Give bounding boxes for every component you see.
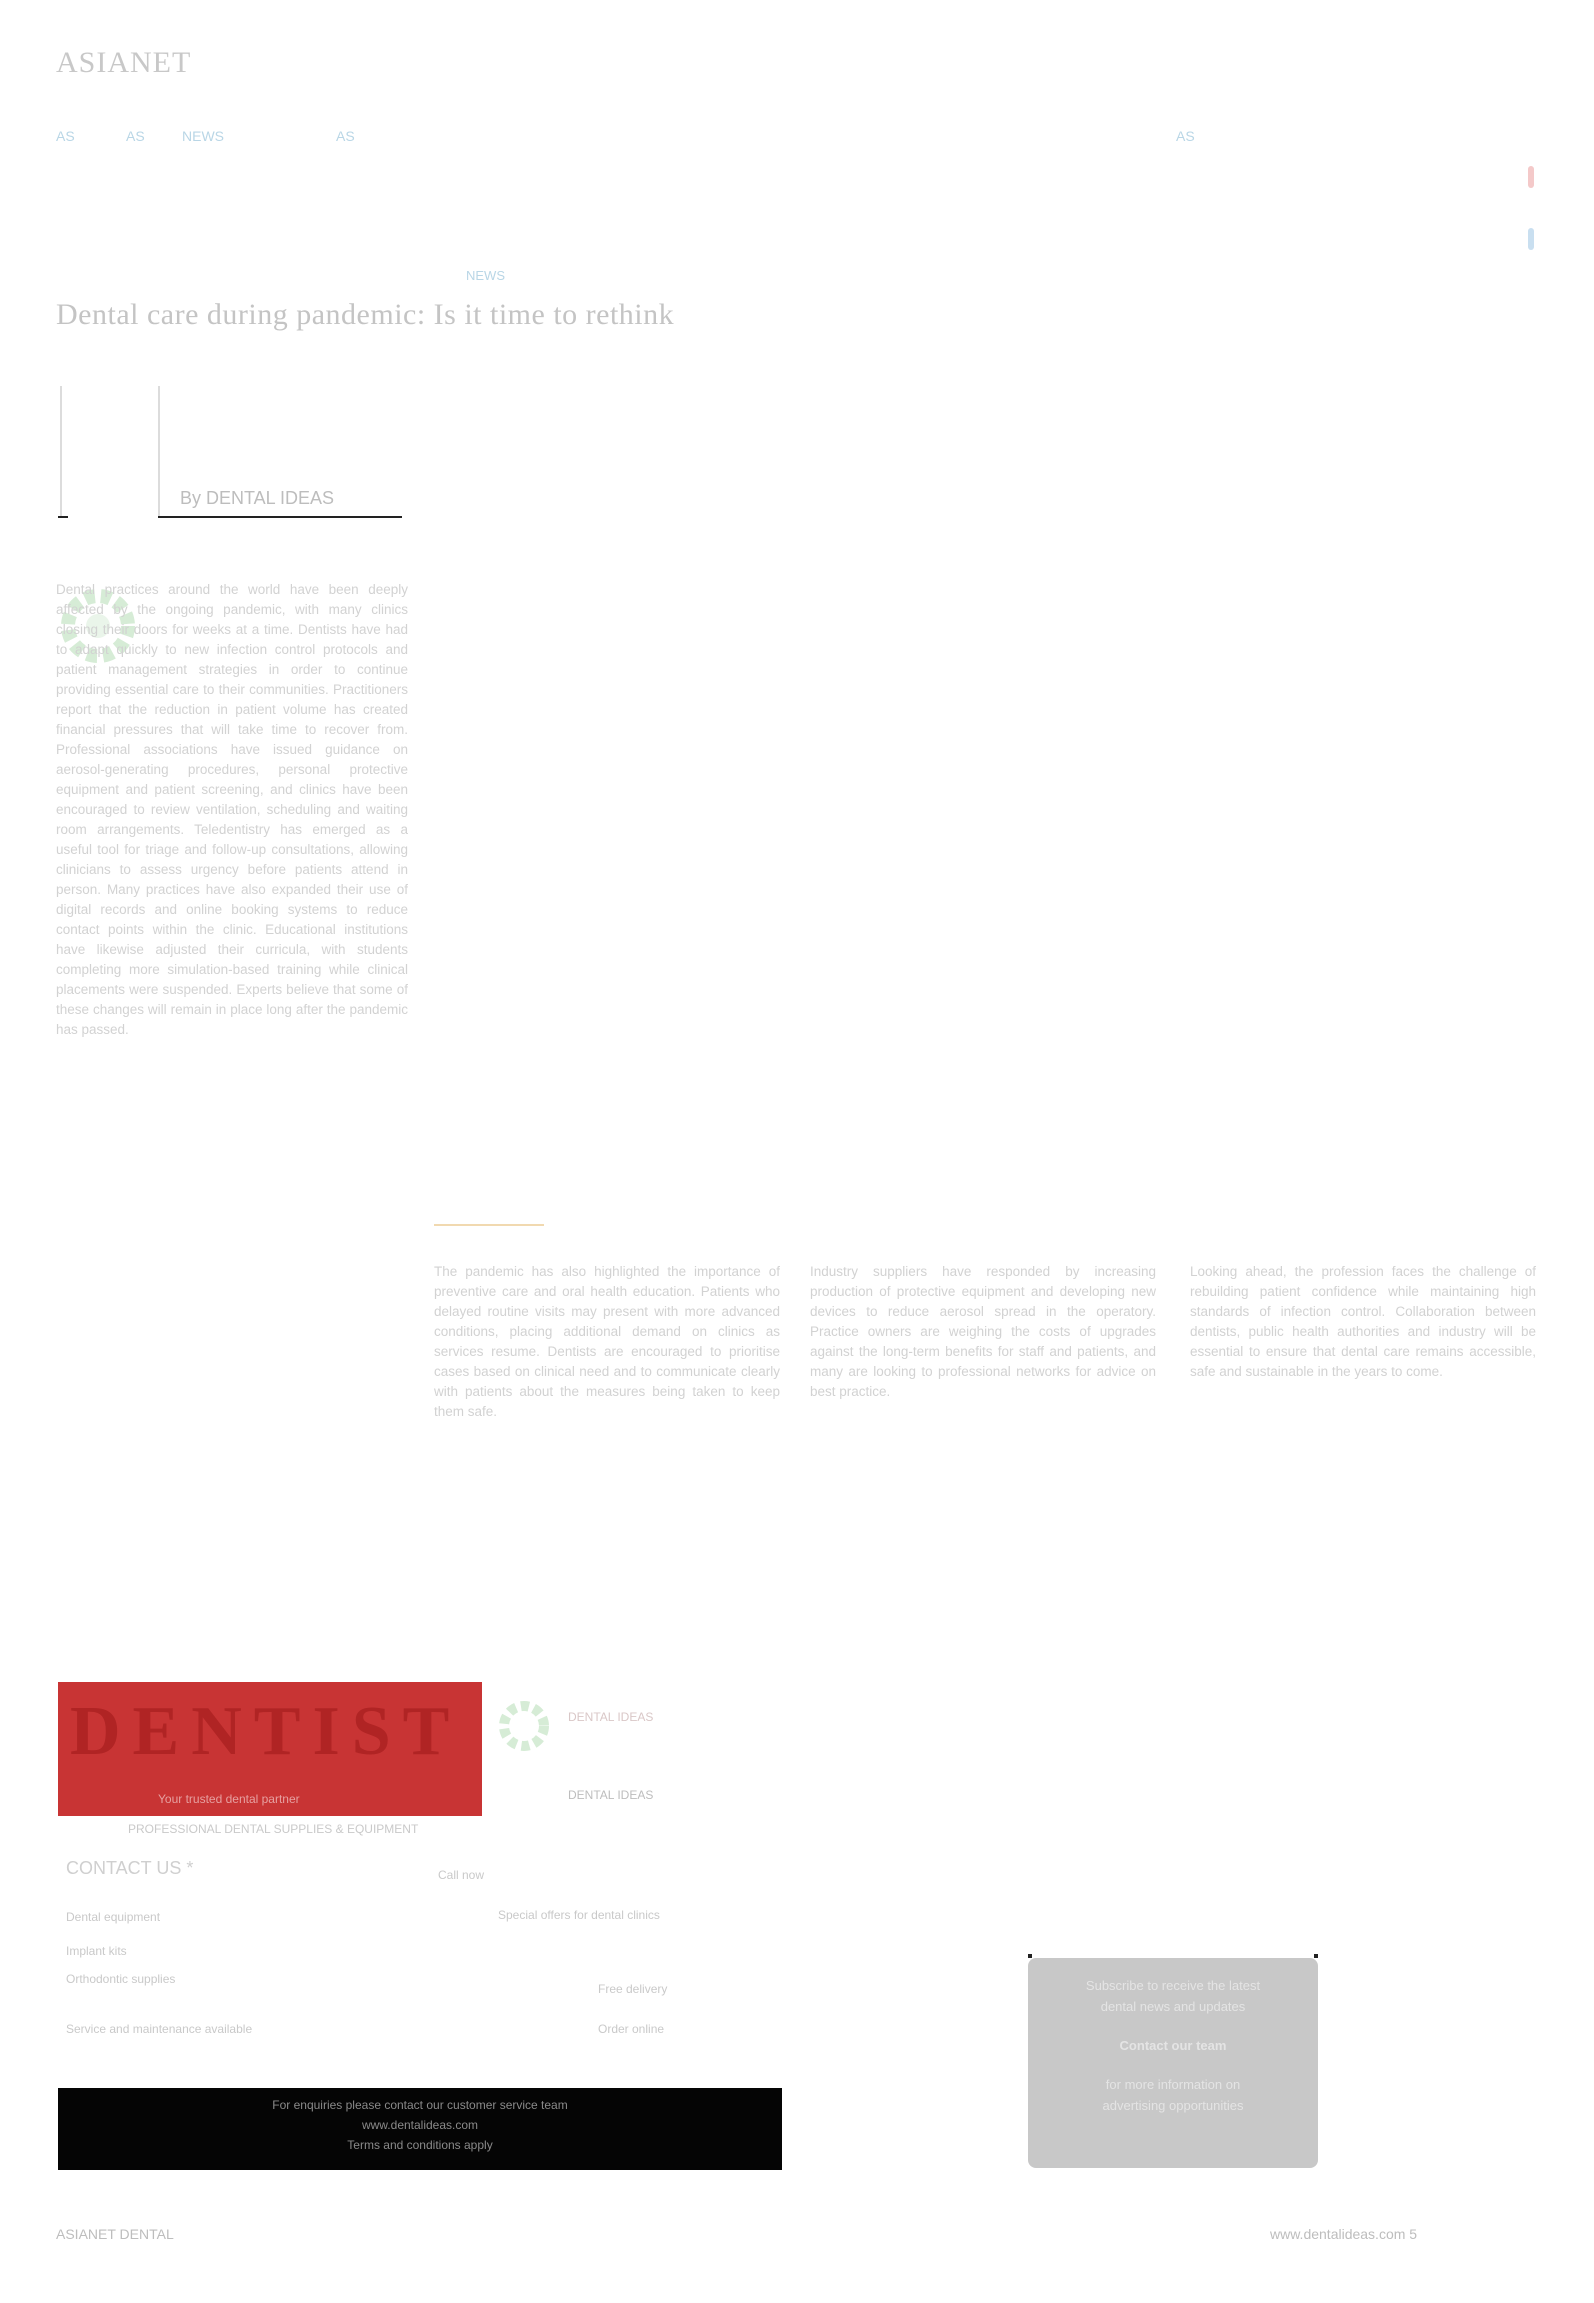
byline-rule: [158, 516, 402, 518]
notice-corner-right: [1314, 1954, 1318, 1958]
article-column-2: The pandemic has also highlighted the importance of preventive care and oral health education. Patients who delayed routine visits may present with more advanced conditions, placing additional demand on clinics as services resume. Dentists are encouraged to prioritise cases based on clinical need and to communicate clearly with patients about the measures being taken to keep them safe.: [434, 1264, 780, 1419]
edge-mark-blue: [1528, 228, 1534, 250]
masthead-title: ASIANET: [56, 46, 192, 79]
advertisement[interactable]: [58, 1682, 782, 2170]
ad-left-line-5: Service and maintenance available: [66, 2022, 253, 2036]
nav-link-4[interactable]: AS: [336, 128, 355, 144]
ad-brand-line: DENTAL IDEAS: [568, 1710, 654, 1724]
ad-footer-bar: [58, 2088, 782, 2170]
notice-line-3: Contact our team: [1119, 2038, 1227, 2053]
ad-right-line-3: Free delivery: [598, 1982, 668, 1996]
ad-footer-line-3: Terms and conditions apply: [347, 2138, 493, 2152]
notice-line-4: for more information on: [1105, 2077, 1241, 2092]
nav-link-2[interactable]: AS: [126, 128, 145, 144]
ad-left-line-4: Orthodontic supplies: [66, 1972, 176, 1986]
notice-line-1: Subscribe to receive the latest: [1085, 1978, 1261, 1993]
notice-line-5: advertising opportunities: [1102, 2098, 1244, 2113]
article-byline: By DENTAL IDEAS: [180, 488, 335, 508]
footer-left: ASIANET DENTAL: [56, 2226, 174, 2242]
article-column-4: Looking ahead, the profession faces the challenge of rebuilding patient confidence while maintaining high standards of infection control. Collaboration between dentists, public health authorities and industry will be essential to ensure that dental care remains accessible, safe and sustainable in the years to come.: [1190, 1264, 1536, 1379]
article-column-1: Dental practices around the world have been deeply affected by the ongoing pandemic, with many clinics closing their doors for weeks at a time. Dentists have had to adapt quickly to new infection control protocols and patient management strategies in order to continue providing essential care to their communities. Practitioners report that the reduction in patient volume has created financial pressures that will take time to recover from. Professional associations have issued guidance on aerosol-generating procedures, personal protective equipment and patient screening, and clinics have been encouraged to review ventilation, scheduling and waiting room arrangements. Teledentistry has emerged as a useful tool for triage and follow-up consultations, allowing clinicians to assess urgency before patients attend in person. Many practices have also expanded their use of digital records and online booking systems to reduce contact points within the clinic. Educational institutions have likewise adjusted their curricula, with students completing more simulation-based training while clinical placements were suspended. Experts believe that some of these changes will remain in place long after the pandemic has passed.: [56, 582, 408, 1037]
article-kicker: NEWS: [466, 268, 505, 283]
ad-right-line-1: Call now: [438, 1868, 485, 1882]
image-frame-left: [60, 386, 62, 516]
nav-link-1[interactable]: AS: [56, 128, 75, 144]
nav-link-5[interactable]: AS: [1176, 128, 1195, 144]
ad-right-line-4: Order online: [598, 2022, 665, 2036]
ad-logo-icon: [494, 1696, 574, 1756]
ad-title: DENTIST: [70, 1693, 462, 1770]
caption-rule: [58, 516, 68, 518]
ad-right-line-2: Special offers for dental clinics: [498, 1908, 660, 1922]
image-frame-right: [158, 386, 160, 516]
ad-left-line-1: CONTACT US *: [66, 1858, 194, 1878]
ad-brand-line-2: DENTAL IDEAS: [568, 1788, 654, 1802]
ad-left-line-3: Implant kits: [66, 1944, 127, 1958]
ad-footer-line-1: For enquiries please contact our customer service team: [272, 2098, 568, 2112]
ad-left-line-2: Dental equipment: [66, 1910, 161, 1924]
article-column-3: Industry suppliers have responded by increasing production of protective equipment and developing new devices to reduce aerosol spread in the operatory. Practice owners are weighing the costs of upgrades against the long-term benefits for staff and patients, and many are looking to professional networks for advice on best practice.: [810, 1264, 1156, 1399]
article-headline: Dental care during pandemic: Is it time to rethink: [56, 298, 675, 331]
ad-event-line: PROFESSIONAL DENTAL SUPPLIES & EQUIPMENT: [128, 1822, 419, 1836]
edge-mark-red: [1528, 166, 1534, 188]
footer-right: www.dentalideas.com 5: [1270, 2226, 1418, 2242]
ad-tagline: Your trusted dental partner: [158, 1792, 300, 1806]
column-rule: [434, 1224, 544, 1226]
ad-footer-line-2: www.dentalideas.com: [361, 2118, 479, 2132]
ad-banner: [58, 1682, 482, 1816]
notice-box: [1028, 1958, 1318, 2168]
nav-link-3[interactable]: NEWS: [182, 128, 224, 144]
notice-line-2: dental news and updates: [1100, 1999, 1246, 2014]
notice-corner-left: [1028, 1954, 1032, 1958]
